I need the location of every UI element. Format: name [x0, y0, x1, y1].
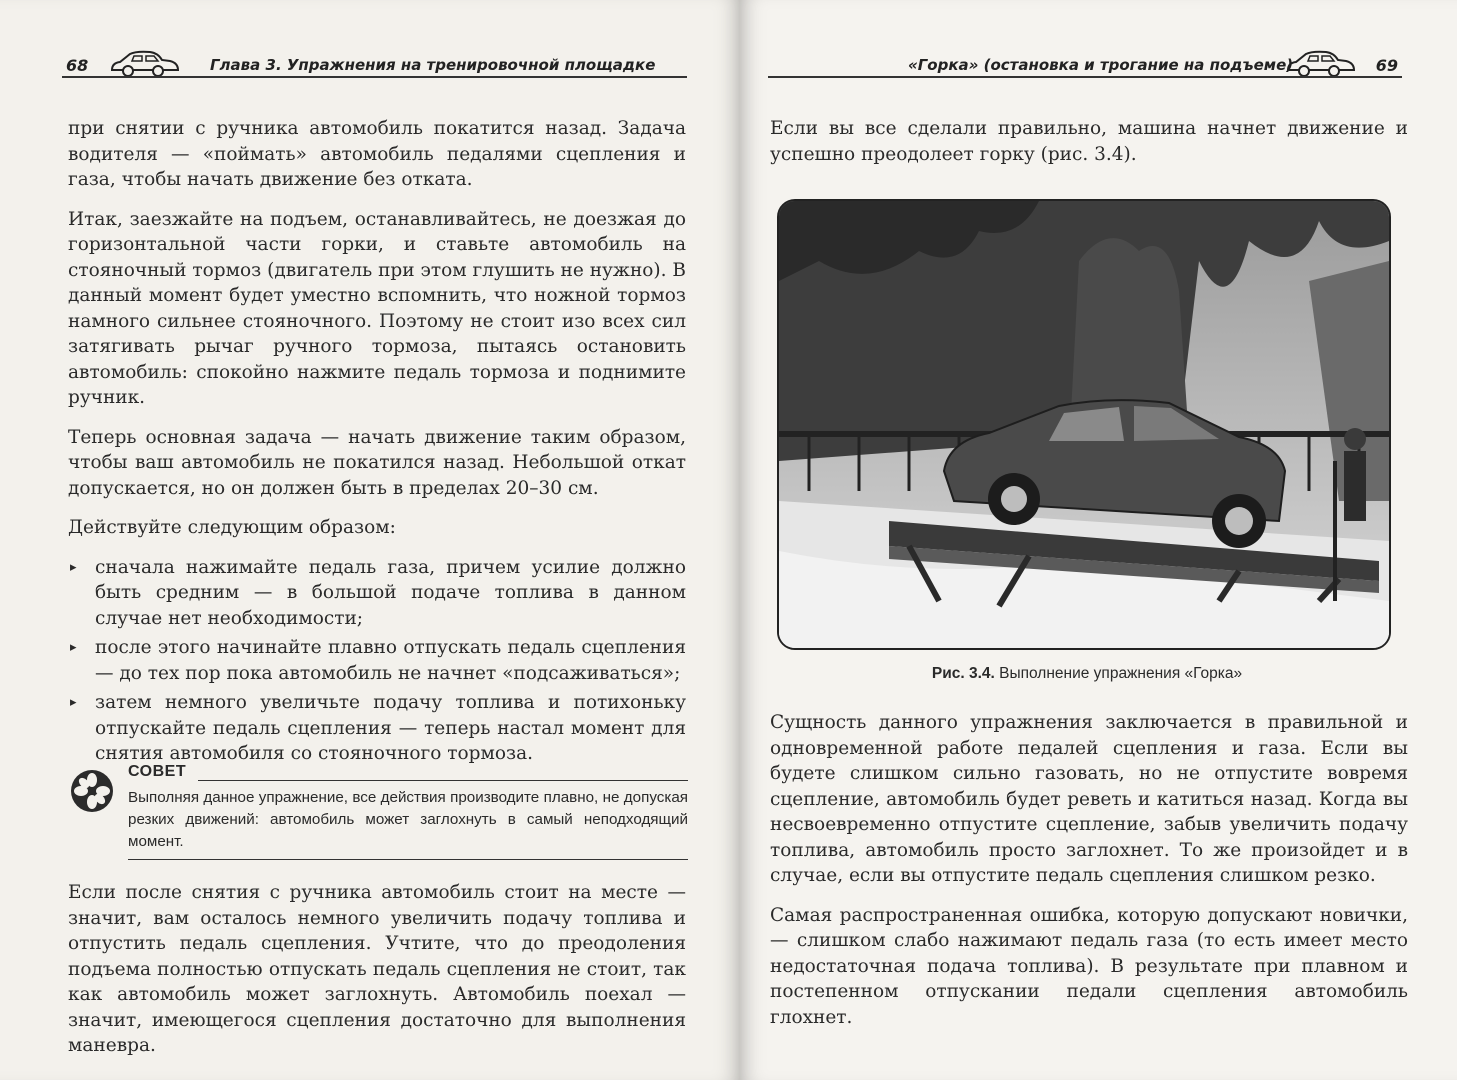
cartoon-car-icon: [1282, 50, 1362, 78]
right-running-header: [768, 50, 1402, 80]
right-body: [770, 710, 1408, 1044]
figure-caption-text: Выполнение упражнения «Горка»: [999, 665, 1243, 682]
paragraph: Если после снятия с ручника автомобиль стоит на месте — значит, вам осталось немного увеличить подачу топлива и отпустить педаль сцепления. Учтите, что до преодоления подъема полностью отпускать педаль сцепления не стоит, так как автомобиль может заглохнуть. Автомобиль поехал — значит, имеющегося сцепления достаточно для выполнения маневра.: [68, 882, 686, 1056]
photo-scene: [779, 201, 1389, 648]
tip-top-rule: [198, 780, 688, 781]
list-item: ▸ после этого начинайте плавно отпускать педаль сцепления — до тех пор пока автомобиль не начнет «подсаживаться»;: [70, 637, 686, 684]
paragraph: Если вы все сделали правильно, машина начнет движение и успешно преодолеет горку (рис. 3.4).: [770, 118, 1408, 165]
flower-tip-icon: [70, 769, 114, 813]
bullet-triangle-icon: ▸: [70, 640, 77, 655]
header-rule: [768, 76, 1402, 78]
right-page: [740, 0, 1457, 1080]
tip-heading: СОВЕТ: [128, 763, 187, 780]
paragraph: при снятии с ручника автомобиль покатится назад. Задача водителя — «поймать» автомобиль педалями сцепления и газа, чтобы начать движение без отката.: [68, 118, 686, 190]
right-intro: [770, 116, 1408, 181]
tip-box: [70, 763, 688, 863]
list-item: ▸ сначала нажимайте педаль газа, причем усилие должно быть средним — в большой подаче топлива в данном случае нет необходимости;: [70, 556, 686, 629]
figure-label: Рис. 3.4.: [931, 665, 995, 682]
cartoon-car-icon: [106, 50, 186, 78]
paragraph: Действуйте следующим образом:: [68, 517, 396, 538]
list-item: ▸ затем немного увеличьте подачу топлива и потихоньку отпускайте педаль сцепления — теперь настал момент для снятия автомобиля со стояночного тормоза.: [70, 692, 686, 764]
paragraph: Теперь основная задача — начать движение таким образом, чтобы ваш автомобиль не покатился назад. Небольшой откат допускается, но он должен быть в пределах 20–30 см.: [68, 426, 686, 499]
left-running-title: Глава 3. Упражнения на тренировочной площадке: [210, 56, 656, 74]
left-running-header: [62, 50, 687, 80]
left-body-top: [68, 116, 686, 779]
right-running-title: «Горка» (остановка и трогание на подъеме): [908, 56, 1294, 74]
left-body-bottom: [68, 880, 686, 1073]
tip-text: Выполняя данное упражнение, все действия производите плавно, не допуская резких движений: автомобиль может заглохнуть в самый неподходящий момент.: [128, 789, 688, 850]
tip-bottom-rule: [128, 859, 688, 860]
figure-photo: [777, 199, 1391, 650]
paragraph: Сущность данного упражнения заключается в правильной и одновременной работе педалей сцепления и газа. Если вы будете слишком сильно газовать, но не отпустите вовремя сцепление, автомобиль будет реветь и катиться назад. Когда вы несвоевременно отпустите сцепление, забыв увеличить подачу топлива, автомобиль просто заглохнет. То же произойдет и в случае, если вы отпустите педаль сцепления слишком резко.: [770, 712, 1408, 886]
right-page-number: 69: [1375, 56, 1398, 75]
paragraph: Самая распространенная ошибка, которую допускают новички, — слишком слабо нажимают педаль газа (то есть имеет место недостаточная подача топлива). В результате при плавном и постепенном отпускании педали сцепления автомобиль глохнет.: [770, 904, 1408, 1028]
bullet-triangle-icon: ▸: [70, 695, 77, 710]
bullet-list: [68, 555, 686, 767]
left-page-number: 68: [66, 56, 89, 75]
header-rule: [62, 76, 687, 78]
figure-caption: [770, 665, 1404, 683]
paragraph: Итак, заезжайте на подъем, останавливайтесь, не доезжая до горизонтальной части горки, и ставьте автомобиль на стояночный тормоз (двигатель при этом глушить не нужно). В данный момент будет уместно вспомнить, что ножной тормоз намного сильнее стояночного. Поэтому не стоит изо всех сил затягивать рычаг ручного тормоза, пытаясь остановить автомобиль: спокойно нажмите педаль тормоза и поднимите ручник.: [68, 208, 686, 408]
bullet-triangle-icon: ▸: [70, 559, 77, 575]
